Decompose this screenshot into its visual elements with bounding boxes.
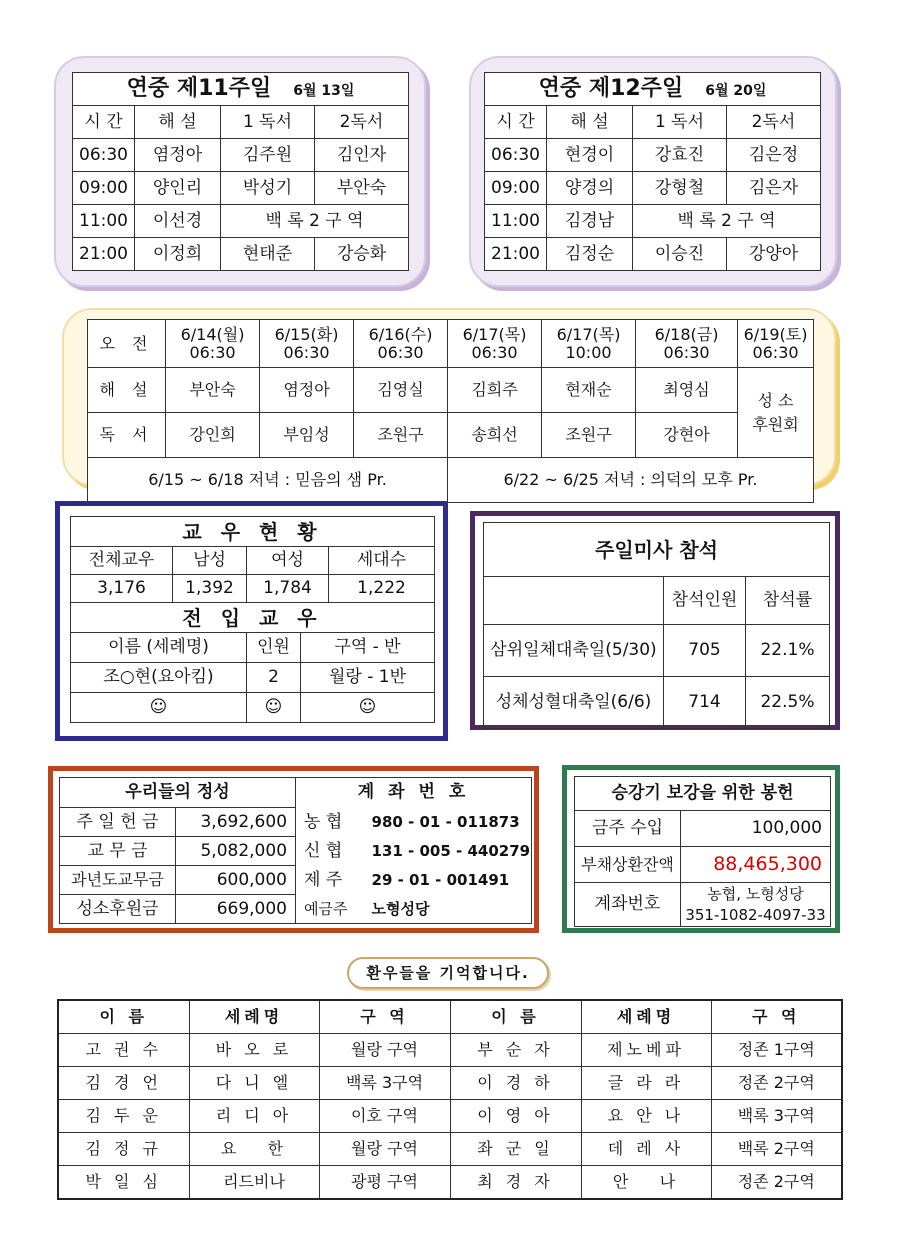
col-header: 1 독서 (221, 106, 315, 139)
week12-table (484, 72, 821, 271)
table-row: 금주 수입 100,000 (575, 811, 831, 847)
table-row: 부채상환잔액 88,465,300 (575, 847, 831, 883)
note-left: 6/15 ~ 6/18 저녁 : 믿음의 샘 Pr. (88, 458, 448, 503)
week12-title: 연중 제12주일 6월 20일 (485, 73, 821, 106)
smiley-icon: ☺ (247, 693, 301, 723)
parish-panel (55, 501, 448, 741)
smiley-icon: ☺ (301, 693, 435, 723)
col-header: 2독서 (727, 106, 821, 139)
table-row: 06:30 현경이 강효진 김은정 (485, 139, 821, 172)
table-row: 교 무 금 5,082,000 신 협 131 - 005 - 440279 (60, 837, 532, 866)
week12-panel (469, 56, 837, 287)
table-row: 박 일 심 리드비나 광평 구역 최 경 자 안 나 정존 2구역 (58, 1166, 842, 1200)
table-row: 06:30 염정아 김주원 김인자 (73, 139, 409, 172)
week11-title: 연중 제11주일 6월 13일 (73, 73, 409, 106)
note-right: 6/22 ~ 6/25 저녁 : 의덕의 모후 Pr. (448, 458, 814, 503)
day-header: 6/14(월) 06:30 (166, 320, 260, 368)
table-row: 11:00 이선경 백 록 2 구 역 (73, 205, 409, 238)
table-row: 성소후원금 669,000 예금주 노형성당 (60, 895, 532, 924)
remember-table: 이 름 세례명 구 역 이 름 세례명 구 역 고 권 수 바 오 로 월랑 구역 부 순 자 제노베파 정존 1구역 김 경 언 다 니 엘 백록 3구역 이 경 하 글 라 라 정존 2구역 김 두 운 리 디 아 이호 구역 이 영 아 요 안 나 백록 3구역 김 정 규 요 한 월랑 구역 좌 군 일 데 레 사 백록 2구역 박 일 심 리드비나 광평 구역 최 경 자 안 나 정존 2구역 (57, 999, 843, 1200)
parish-title: 교 우 현 황 (71, 517, 435, 547)
elevator-panel (562, 765, 840, 933)
table-row: 조○현(요아킴) 2 월랑 - 1반 (71, 663, 435, 693)
table-row: 김 두 운 리 디 아 이호 구역 이 영 아 요 안 나 백록 3구역 (58, 1100, 842, 1133)
day-header: 6/15(화) 06:30 (260, 320, 354, 368)
week11-panel (54, 56, 426, 287)
table-row: 독 서 강인희 부임성 조원구 송희선 조원구 강현아 (88, 413, 814, 458)
row-label-morning: 오 전 (88, 320, 166, 368)
table-row: 21:00 김정순 이승진 강양아 (485, 238, 821, 271)
table-row: 09:00 양인리 박성기 부안숙 (73, 172, 409, 205)
col-header: 시 간 (73, 106, 135, 139)
weekday-table (87, 319, 814, 503)
offering-panel (48, 766, 539, 933)
day-header: 6/17(목) 10:00 (542, 320, 636, 368)
table-row: 고 권 수 바 오 로 월랑 구역 부 순 자 제노베파 정존 1구역 (58, 1034, 842, 1067)
week11-table (72, 72, 409, 271)
table-row: 09:00 양경의 강형철 김은자 (485, 172, 821, 205)
day-header: 6/17(목) 06:30 (448, 320, 542, 368)
smiley-icon: ☺ (71, 693, 247, 723)
day-header: 6/16(수) 06:30 (354, 320, 448, 368)
day-header: 6/19(토) 06:30 (738, 320, 814, 368)
table-row: 삼위일체대축일(5/30) 705 22.1% (484, 625, 830, 677)
attendance-table: 주일미사 참석 참석인원 참석률 삼위일체대축일(5/30) 705 22.1% 성체성혈대축일(6/6) 714 22.5% (483, 522, 830, 729)
table-row: 11:00 김경남 백 록 2 구 역 (485, 205, 821, 238)
col-header: 2독서 (315, 106, 409, 139)
saturday-merged: 성 소 후원회 (738, 368, 814, 458)
table-row: 주 일 헌 금 3,692,600 농 협 980 - 01 - 011873 (60, 808, 532, 837)
table-row: 김 정 규 요 한 월랑 구역 좌 군 일 데 레 사 백록 2구역 (58, 1133, 842, 1166)
debt-balance: 88,465,300 (681, 847, 831, 883)
col-header: 1 독서 (633, 106, 727, 139)
elevator-title: 승강기 보강을 위한 봉헌 (575, 777, 831, 811)
attendance-title: 주일미사 참석 (484, 523, 830, 577)
day-header: 6/18(금) 06:30 (636, 320, 738, 368)
weekday-panel (62, 308, 836, 490)
col-header: 해 설 (547, 106, 633, 139)
attendance-panel (470, 511, 840, 730)
elevator-table (574, 776, 831, 927)
table-row: 21:00 이정희 현태준 강승화 (73, 238, 409, 271)
table-row: 성체성혈대축일(6/6) 714 22.5% (484, 677, 830, 729)
offering-table: 우리들의 정성 계 좌 번 호 주 일 헌 금 3,692,600 농 협 980 - 01 - 011873 교 무 금 5,082,000 신 협 131 - 005 - 440279 과년도교무금 600,000 제 주 29 - 01 - 001491 성소후원금 669,000 예금주 노형성당 (59, 777, 532, 924)
newcomers-title: 전 입 교 우 (71, 603, 435, 633)
remember-title: 환우들을 기억합니다. (347, 957, 549, 989)
table-row (71, 693, 435, 723)
col-header: 해 설 (135, 106, 221, 139)
col-header: 시 간 (485, 106, 547, 139)
table-row: 해 설 부안숙 염정아 김영실 김희주 현재순 최영심 성 소 후원회 (88, 368, 814, 413)
table-row: 계좌번호 농협, 노형성당 351-1082-4097-33 (575, 883, 831, 927)
table-row: 과년도교무금 600,000 제 주 29 - 01 - 001491 (60, 866, 532, 895)
parish-table: 교 우 현 황 전체교우 남성 여성 세대수 3,176 1,392 1,784 1,222 전 입 교 우 이름 (세례명) 인원 구역 - 반 조○현(요아킴) 2 월랑 - 1반 ☺ ☺ ☺ (70, 516, 435, 723)
table-row: 김 경 언 다 니 엘 백록 3구역 이 경 하 글 라 라 정존 2구역 (58, 1067, 842, 1100)
